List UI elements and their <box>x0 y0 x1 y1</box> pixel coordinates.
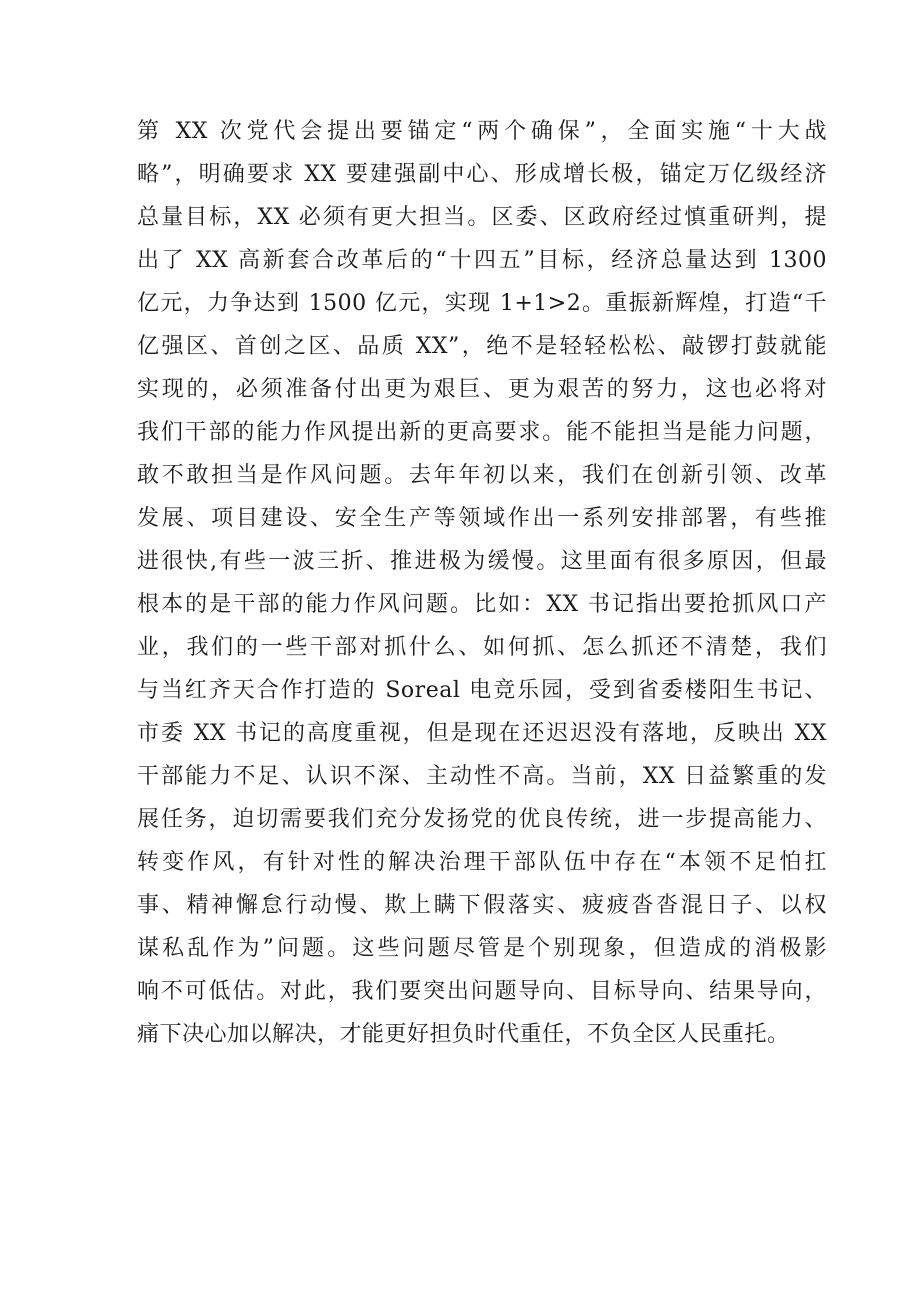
paragraph-line-12: 根本的是干部的能力作风问题。比如：XX 书记指出要抢抓风口产 <box>137 592 827 617</box>
paragraph-line-5: 亿元，力争达到 1500 亿元，实现 1+1>2。重振新辉煌，打造“千 <box>137 291 827 316</box>
paragraph-line-15: 市委 XX 书记的高度重视，但是现在还迟迟没有落地，反映出 XX <box>137 721 827 746</box>
paragraph-line-16: 干部能力不足、认识不深、主动性不高。当前，XX 日益繁重的发 <box>137 764 827 789</box>
paragraph-line-1: 第 XX 次党代会提出要锚定“两个确保”，全面实施“十大战 <box>137 119 827 144</box>
paragraph-line-22: 痛下决心加以解决，才能更好担负时代重任，不负全区人民重托。 <box>137 1022 790 1047</box>
paragraph-line-18: 转变作风，有针对性的解决治理干部队伍中存在“本领不足怕扛 <box>137 850 827 875</box>
body-paragraph <box>137 110 827 1056</box>
paragraph-line-11: 进很快,有些一波三折、推进极为缓慢。这里面有很多原因，但最 <box>137 549 827 574</box>
paragraph-line-10: 发展、项目建设、安全生产等领域作出一系列安排部署，有些推 <box>137 506 827 531</box>
paragraph-line-13: 业，我们的一些干部对抓什么、如何抓、怎么抓还不清楚，我们 <box>137 635 827 660</box>
paragraph-line-8: 我们干部的能力作风提出新的更高要求。能不能担当是能力问题， <box>137 420 827 445</box>
paragraph-line-7: 实现的，必须准备付出更为艰巨、更为艰苦的努力，这也必将对 <box>137 377 827 402</box>
paragraph-line-14: 与当红齐天合作打造的 Soreal 电竞乐园，受到省委楼阳生书记、 <box>137 678 827 703</box>
paragraph-line-6: 亿强区、首创之区、品质 XX”，绝不是轻轻松松、敲锣打鼓就能 <box>137 334 827 359</box>
paragraph-line-21: 响不可低估。对此，我们要突出问题导向、目标导向、结果导向， <box>137 979 827 1004</box>
paragraph-line-20: 谋私乱作为”问题。这些问题尽管是个别现象，但造成的消极影 <box>137 936 827 961</box>
paragraph-line-17: 展任务，迫切需要我们充分发扬党的优良传统，进一步提高能力、 <box>137 807 827 832</box>
paragraph-line-2: 略”，明确要求 XX 要建强副中心、形成增长极，锚定万亿级经济 <box>137 162 827 187</box>
paragraph-line-4: 出了 XX 高新套合改革后的“十四五”目标，经济总量达到 1300 <box>137 248 827 273</box>
paragraph-line-9: 敢不敢担当是作风问题。去年年初以来，我们在创新引领、改革 <box>137 463 827 488</box>
paragraph-line-19: 事、精神懈怠行动慢、欺上瞒下假落实、疲疲沓沓混日子、以权 <box>137 893 827 918</box>
paragraph-line-3: 总量目标，XX 必须有更大担当。区委、区政府经过慎重研判，提 <box>137 205 827 230</box>
